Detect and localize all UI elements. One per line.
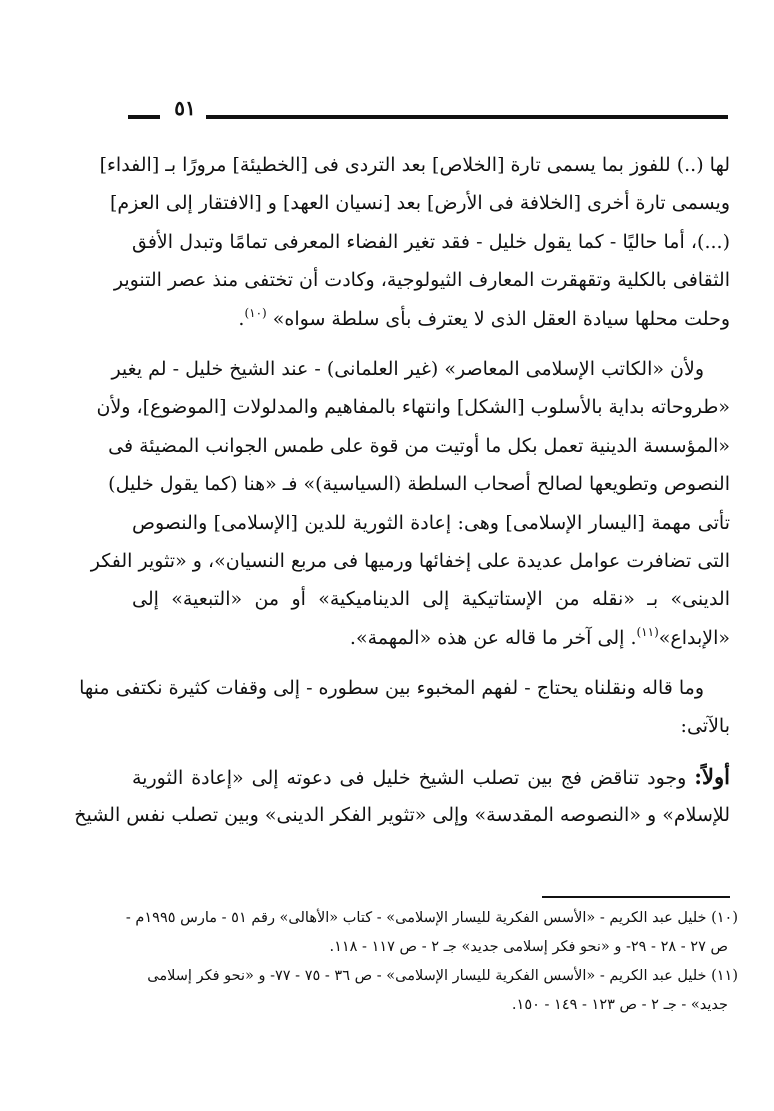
line-text: «الإبداع» <box>658 626 730 649</box>
text-line: النصوص وتطويعها لصالح أصحاب السلطة (السياسية)» فـ «هنا (كما يقول خليل) <box>108 473 730 496</box>
header-rule-short <box>128 115 160 119</box>
page-header <box>128 96 728 126</box>
paragraph <box>79 669 730 746</box>
main-text <box>74 146 730 835</box>
line-tail: . <box>238 307 245 330</box>
line-tail: . إلى آخر ما قاله عن هذه «المهمة». <box>349 626 637 649</box>
text-line: التى تضافرت عوامل عديدة على إخفائها ورميها فى مربع النسيان»، و «تثوير الفكر <box>90 549 730 572</box>
text-line: بالآتى: <box>680 715 730 738</box>
text-line: «المؤسسة الدينية تعمل بكل ما أوتيت من قوة على طمس الجوانب المضيئة فى <box>108 434 730 457</box>
text-line: ولأن «الكاتب الإسلامى المعاصر» (غير العلمانى) - عند الشيخ خليل - لم يغير <box>111 357 704 380</box>
text-line <box>132 758 730 796</box>
text-line: الثقافى بالكلية وتقهقرت المعارف الثيولوجية، وكادت أن تختفى منذ عصر التنوير <box>113 269 730 292</box>
page-number: ٥١ <box>174 96 196 120</box>
footnote-separator <box>542 896 730 898</box>
footnotes <box>125 904 738 1020</box>
header-rule <box>206 115 728 119</box>
footnote-line: جديد» - جـ ٢ - ص ١٢٣ - ١٤٩ - ١٥٠. <box>511 997 728 1013</box>
footnote-line: (١٠) خليل عبد الكريم - «الأسس الفكرية لليسار الإسلامى» - كتاب «الأهالى» رقم ٥١ - مارس ١٩٩٥م - <box>125 910 738 926</box>
text-line <box>132 300 730 338</box>
paragraph <box>99 146 730 338</box>
paragraph <box>90 350 730 657</box>
enumeration-label: أولاً: <box>694 763 730 789</box>
footnote-line: (١١) خليل عبد الكريم - «الأسس الفكرية لليسار الإسلامى» - ص ٣٦ - ٧٥ - ٧٧- و «نحو فكر إسلامى <box>147 968 738 984</box>
text-line: ويسمى تارة أخرى [الخلافة فى الأرض] بعد [نسيان العهد] و [الافتقار إلى العزم] <box>109 192 730 215</box>
text-line: وما قاله ونقلناه يحتاج - لفهم المخبوء بين سطوره - إلى وقفات كثيرة نكتفى منها <box>79 677 704 700</box>
line-text: وجود تناقض فج بين تصلب الشيخ خليل فى دعوته إلى «إعادة الثورية <box>132 766 695 789</box>
text-line <box>132 619 730 657</box>
text-line: لها (..) للفوز بما يسمى تارة [الخلاص] بعد التردى فى [الخطيئة] مرورًا بـ [الفداء] <box>99 154 730 176</box>
text-line: (...)، أما حاليًا - كما يقول خليل - فقد تغير الفضاء المعرفى تمامًا وتبدل الأفق <box>132 230 730 253</box>
text-line: «طروحاته بداية بالأسلوب [الشكل] وانتهاء بالمفاهيم والمدلولات [الموضوع]، ولأن <box>96 396 730 419</box>
footnote-line: ص ٢٧ - ٢٨ - ٢٩- و «نحو فكر إسلامى جديد» جـ ٢ - ص ١١٧ - ١١٨. <box>329 939 728 955</box>
text-line: للإسلام» و «النصوصه المقدسة» وإلى «تثوير الفكر الدينى» وبين تصلب نفس الشيخ <box>74 804 730 827</box>
footnote-ref: (١١) <box>636 624 659 639</box>
line-text: وحلت محلها سيادة العقل الذى لا يعترف بأى سلطة سواه» <box>272 307 730 330</box>
text-line: الدينى» بـ «نقله من الإستاتيكية إلى الديناميكية» أو من «التبعية» إلى <box>132 588 730 611</box>
paragraph <box>74 758 730 835</box>
footnote-ref: (١٠) <box>244 305 267 320</box>
text-line: تأتى مهمة [اليسار الإسلامى] وهى: إعادة الثورية للدين [الإسلامى] والنصوص <box>132 511 730 534</box>
